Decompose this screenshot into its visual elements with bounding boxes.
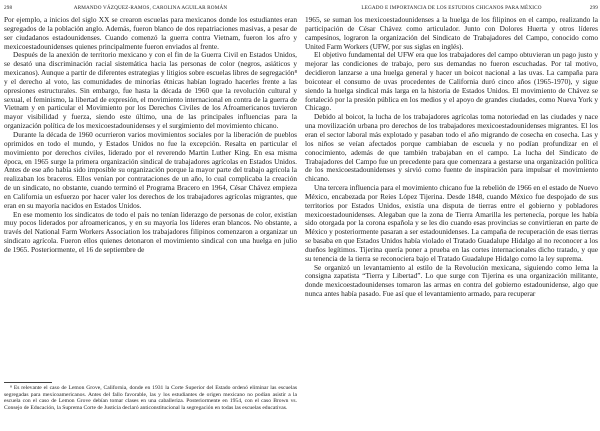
paragraph: Debido al boicot, la lucha de los trabajadores agrícolas toma notoriedad en las ciudades y nace una movilización urbana pro derechos de los trabajadores mexicoestadounidenses migrantes. El los eran el sector laboral más explotado y pasaban todo el año migrando de cosecha en cosecha. Las y los niños se veían afectados porque cambiaban de escuela y no podían profundizar en el conocimiento, además de que también trabajaban en el campo. La lucha del Sindicato de Trabajadores del Campo fue un precedente para que comenzara a gestarse una organización política de los mexicoestadounidenses y sirvió como fuente de inspiración para impulsar el movimiento chicano. [305,112,598,184]
page-number: 299 [589,5,598,11]
right-page-header [305,5,598,14]
right-page-body [305,16,598,299]
paragraph: En ese momento los sindicatos de todo el país no tenían liderazgo de personas de color, existían muy pocos liderados por afroamericanos, y en su mayoría los líderes eran blancos. No obstante, a través del National Farm Workers Association los trabajadores filipinos comenzaron a organizar un sindicato agrícola. Fueron ellos quienes detonaron el movimiento sindical con una huelga en julio de 1965. Posteriormente, el 16 de septiembre de [4,209,297,254]
footnote-text: ⁸ Es relevante el caso de Lemon Grove, California, donde en 1931 la Corte Superior del Estado ordenó eliminar las escuelas segregadas para mexicoamericanos. Antes del fallo favorable, las y los estudiantes de origen mexicano no podían asistir a la escuela con el caso de Lemon Grove debían tomar clases en una caballeriza. Posteriormente en 1954, con el caso Brown vs. Consejo de Educación, la Suprema Corte de Justicia declaró anticonstitucional la segregación en todas las escuelas educativas. [4,385,297,411]
running-head: ARMANDO VÁZQUEZ-RAMOS, CAROLINA AGUILAR ROMÁN [73,5,228,11]
left-page [4,0,297,431]
paragraph: Una tercera influencia para el movimiento chicano fue la rebelión de 1966 en el estado de Nuevo México, encabezada por Reies López Tijerina. Desde 1848, cuando México fue despojado de sus territorios por Estados Unidos, existía una disputa de tierras entre el gobierno y pobladores mexicoestadounidenses. Alegaban que la zona de Tierra Amarilla les pertenecía, porque les había sido otorgada por la corona española y se les dio cuando esas provincias se convirtieran en parte de México y posteriormente pasaran a ser estadounidenses. La campaña de recuperación de esas tierras se basaba en que Estados Unidos había violado el Tratado Guadalupe Hidalgo al no reconocer a los dueños legítimos. Tijerina quería poner a prueba en las cortes internacionales dicho tratado, y que su tenencia de la tierra se reconociera bajo el Tratado Guadalupe Hidalgo como la ley suprema. [305,183,598,263]
left-page-header [4,5,297,14]
right-page [305,0,598,431]
paragraph: Se organizó un levantamiento al estilo de la Revolución mexicana, siguiendo como lema la consigna zapatista “Tierra y Libertad”. Lo que surge con Tijerina es una organización militante, donde mexicoestadounidenses tomaron las armas en contra del gobierno estadounidense, algo que nunca antes había pasado. Fue así que el levantamiento armado, para recuperar [305,262,598,299]
footnote [4,385,297,411]
paragraph: 1965, se suman los mexicoestadounidenses a la huelga de los filipinos en el campo, realizando la participación de César Chávez como articulador. Junto con Dolores Huerta y otros líderes campesinos, lograron la organización del Sindicato de Trabajadores del Campo, conocido como United Farm Workers (UFW, por sus siglas en inglés). [305,15,598,51]
page-number: 298 [4,5,13,11]
paragraph: El objetivo fundamental del UFW era que los trabajadores del campo obtuvieran un pago justo y mejorar las condiciones de trabajo, pero sus demandas no fueron escuchadas. Por tal motivo, decidieron lanzarse a una huelga general y hacer un boicot nacional a las uvas. La campaña para boicotear el consumo de uvas procedentes de California duró cinco años (1965-1970), y sigue siendo la huelga sindical más larga en la historia de Estados Unidos. El movimiento de Chávez se fortaleció por la presión pública en los medios y el apoyo de grandes ciudades, como Nueva York y Chicago. [305,50,598,113]
paragraph: Por ejemplo, a inicios del siglo XX se crearon escuelas para mexicanos donde los estudiantes eran segregados de la población anglo. Además, fueron blanco de dos repatriaciones masivas, a pesar de ser ciudadanos estadounidenses. Cuando comenzó la guerra contra Vietnam, fueron los afro y mexicoestadounidenses quienes principalmente fueron enviados al frente. [4,15,297,51]
paragraph: Después de la anexión de territorio mexicano y con el fin de la Guerra Civil en Estados Unidos, se desató una discriminación racial sistemática hacia las personas de color (negros, asiáticos y mexicanos). Aunque a partir de diferentes estrategias y litigios sobre escuelas libres de segregación⁸ y el derecho al voto, las comunidades de minorías étnicas habían logrado hacerles frente a las opresiones estructurales. Sin embargo, fue hasta la década de 1960 que la revolución cultural y sexual, el feminismo, la libertad de expresión, el movimiento internacional en contra de la guerra de Vietnam y en particular el Movimiento por los Derechos Civiles de los Afroamericanos tuvieron mayor visibilidad y fuerza, siendo este último, una de las principales influencias para la organización política de los mexicoestadounidenses y el surgimiento del movimiento chicano. [4,50,297,131]
footnote-rule [4,382,52,383]
left-page-body [4,16,297,255]
running-head: LEGADO E IMPORTANCIA DE LOS ESTUDIOS CHICANOS PARA MÉXICO [361,5,542,11]
paragraph: Durante la década de 1960 ocurrieron varios movimientos sociales por la liberación de pueblos oprimidos en todo el mundo, y Estados Unidos no fue la excepción. Resalta en particular el movimiento por derechos civiles, liderado por el reverendo Martin Luther King. En esa misma época, en 1965 surge la primera organización sindical de trabajadores agrícolas en Estados Unidos. Antes de ese año había sido imposible su organización porque la mayor parte del trabajo agrícola la realizaban los braceros. Ellos venían por contrataciones de un año, lo cual complicaba la creación de un sindicato, no obstante, cuando terminó el Programa Bracero en 1964, César Chávez empieza en California un esfuerzo por hacer valer los derechos de los trabajadores agrícolas migrantes, que eran en su mayoría nacidos en Estados Unidos. [4,129,297,210]
